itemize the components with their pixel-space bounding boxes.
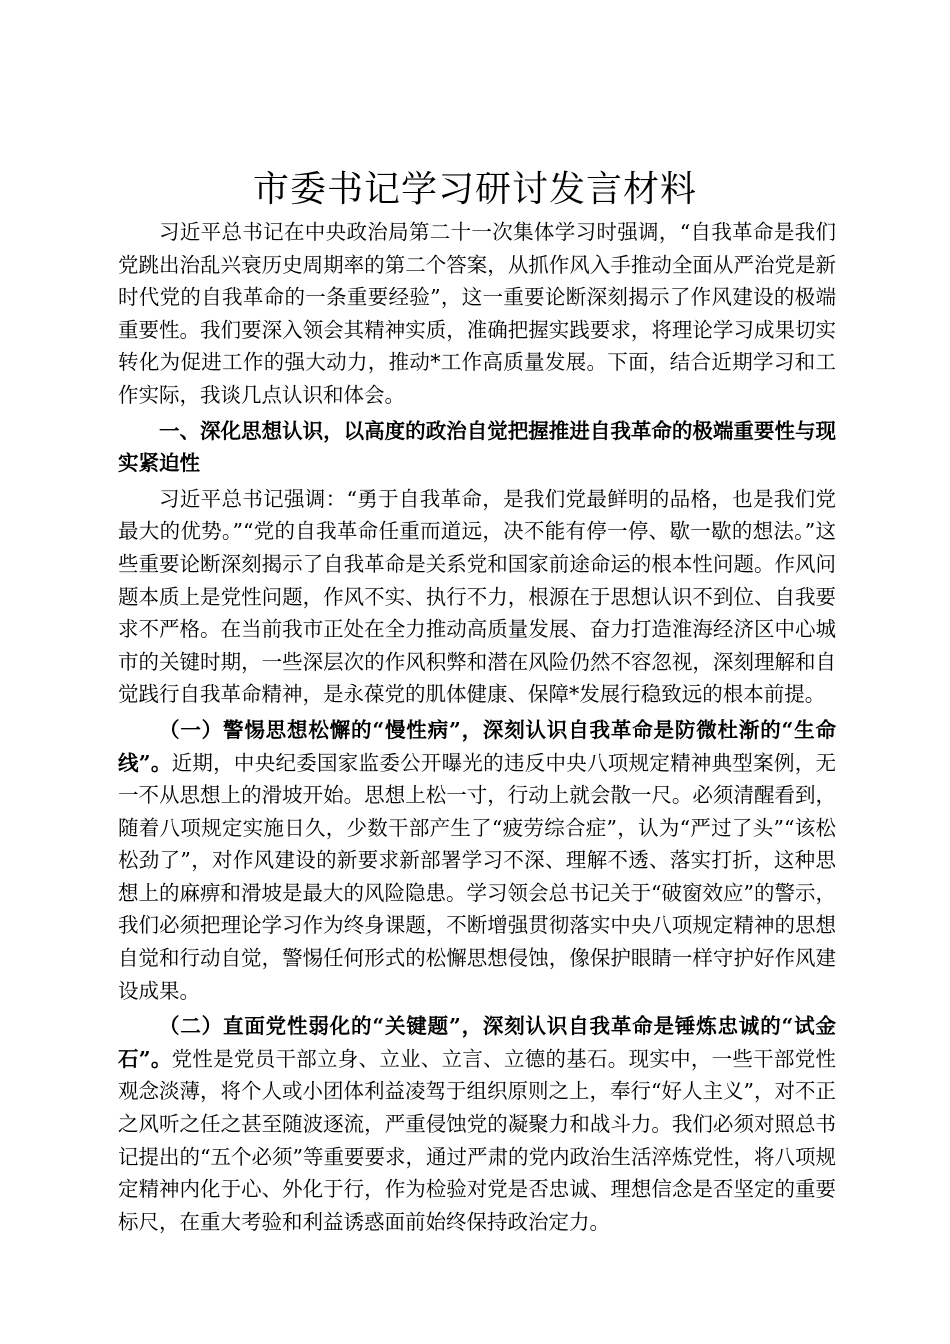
subsection-lead-1: （一）警惕思想松懈的“慢性病”，深刻认识自我革命是防微杜渐的“生命线”。: [118, 717, 836, 775]
document-body: [118, 216, 836, 1238]
document-title: 市委书记学习研讨发言材料: [252, 169, 697, 210]
intro-paragraph: 习近平总书记在中央政治局第二十一次集体学习时强调，“自我革命是我们党跳出治乱兴衰历史周期率的第二个答案，从抓作风入手推动全面从严治党是新时代党的自我革命的一条重要经验”，这一重要论断深刻揭示了作风建设的极端重要性。我们要深入领会其精神实质，准确把握实践要求，将理论学习成果切实转化为促进工作的强大动力，推动*工作高质量发展。下面，结合近期学习和工作实际，我谈几点认识和体会。: [118, 220, 836, 407]
subsection-lead-2: （二）直面党性弱化的“关键题”，深刻认识自我革命是锤炼忠诚的“试金石”。: [118, 1014, 836, 1071]
section-paragraph: 习近平总书记强调：“勇于自我革命，是我们党最鲜明的品格，也是我们党最大的优势。”“党的自我革命任重而道远，决不能有停一停、歇一歇的想法。”这些重要论断深刻揭示了自我革命是关系党和国家前途命运的根本性问题。作风问题本质上是党性问题，作风不实、执行不力，根源在于思想认识不到位、自我要求不严格。在当前我市正处在全力推动高质量发展、奋力打造淮海经济区中心城市的关键时期，一些深层次的作风积弊和潜在风险仍然不容忽视，深刻理解和自觉践行自我革命精神，是永葆党的肌体健康、保障*发展行稳致远的根本前提。: [118, 486, 836, 707]
subsection-body-1: 近期，中央纪委国家监委公开曝光的违反中央八项规定精神典型案例，无一不从思想上的滑坡开始。思想上松一寸，行动上就会散一尺。必须清醒看到，随着八项规定实施日久，少数干部产生了“疲劳综合症”，认为“严过了头”“该松松劲了”，对作风建设的新要求新部署学习不深、理解不透、落实打折，这种思想上的麻痹和滑坡是最大的风险隐患。学习领会总书记关于“破窗效应”的警示，我们必须把理论学习作为终身课题，不断增强贯彻落实中央八项规定精神的思想自觉和行动自觉，警惕任何形式的松懈思想侵蚀，像保护眼睛一样守护好作风建设成果。: [118, 750, 836, 1003]
subsection-body-2: 党性是党员干部立身、立业、立言、立德的基石。现实中，一些干部党性观念淡薄，将个人或小团体利益凌驾于组织原则之上，奉行“好人主义”，对不正之风听之任之甚至随波逐流，严重侵蚀党的凝聚力和战斗力。我们必须对照总书记提出的“五个必须”等重要要求，通过严肃的党内政治生活淬炼党性，将八项规定精神内化于心、外化于行，作为检验对党是否忠诚、理想信念是否坚定的重要标尺，在重大考验和利益诱惑面前始终保持政治定力。: [118, 1046, 836, 1234]
subsection-paragraph-1: [118, 714, 836, 1007]
section-heading: 一、深化思想认识，以高度的政治自觉把握推进自我革命的极端重要性与现实紧迫性: [118, 418, 836, 476]
subsection-paragraph-2: [118, 1010, 836, 1238]
